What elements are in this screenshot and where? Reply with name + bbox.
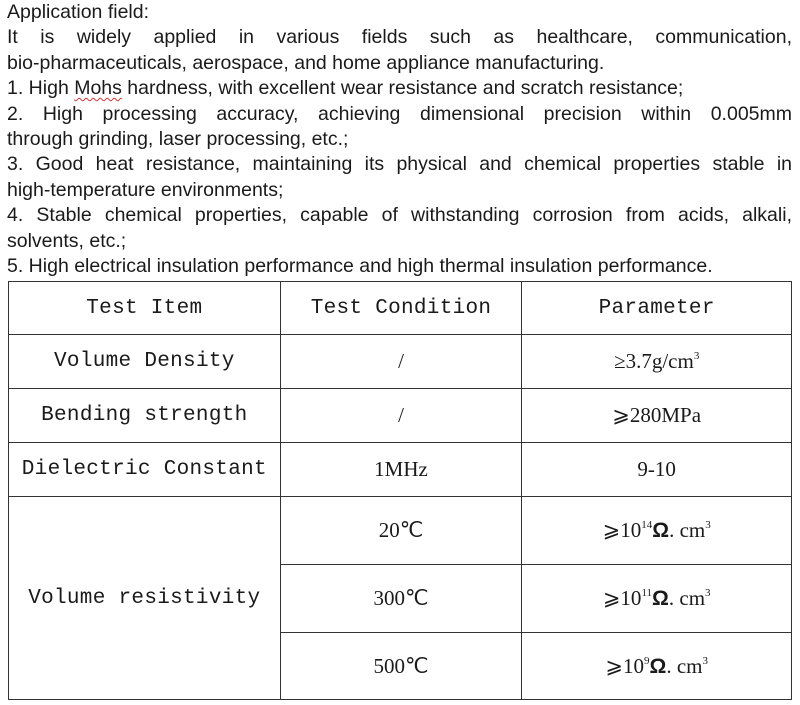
unit-suffix: . cm	[669, 518, 706, 542]
cell-condition: 20℃	[280, 497, 522, 565]
feature-4-line-1: 4. Stable chemical properties, capable of withstanding corrosion from acids, alkali,	[7, 204, 792, 227]
table-row	[9, 497, 792, 565]
resistivity-prefix: ⩾10	[605, 653, 644, 678]
feature-3-line-1: 3. Good heat resistance, maintaining its physical and chemical properties stable in	[7, 153, 792, 176]
omega-symbol: Ω	[649, 654, 667, 678]
cell-condition: /	[280, 335, 522, 389]
table-row	[9, 335, 792, 389]
intro-line-1: It is widely applied in various fields such as healthcare, communication,	[7, 26, 792, 49]
density-value: ≥3.7g/cm	[614, 349, 694, 373]
header-test-item: Test Item	[9, 282, 281, 335]
unit-suffix: . cm	[668, 586, 706, 610]
spellcheck-mark: Mohs	[74, 77, 122, 100]
cell-parameter	[522, 565, 792, 633]
exponent: 14	[641, 519, 653, 531]
superscript: 3	[693, 350, 700, 362]
header-test-condition: Test Condition	[280, 282, 522, 335]
cell-condition: 300℃	[280, 565, 522, 633]
feature-4-line-2: solvents, etc.;	[7, 229, 127, 252]
cell-bending-strength: Bending strength	[9, 389, 281, 443]
exponent: 9	[643, 654, 650, 667]
table-row	[9, 389, 792, 443]
exponent: 11	[641, 587, 653, 599]
cell-parameter	[522, 335, 792, 389]
cell-parameter: 9-10	[522, 443, 792, 497]
feature-1-pre: 1. High	[7, 77, 75, 100]
cell-condition: 1MHz	[280, 443, 522, 497]
table-header-row	[9, 282, 792, 335]
cell-parameter	[522, 633, 792, 700]
cell-condition: /	[280, 389, 522, 443]
cell-dielectric-constant: Dielectric Constant	[9, 443, 281, 497]
feature-2-line-2: through grinding, laser processing, etc.;	[7, 128, 349, 151]
cell-condition: 500℃	[280, 633, 522, 700]
cell-volume-resistivity: Volume resistivity	[9, 497, 281, 700]
unit-suffix: . cm	[666, 653, 703, 678]
cell-parameter	[522, 497, 792, 565]
resistivity-prefix: ⩾10	[602, 586, 642, 610]
superscript: 3	[705, 587, 711, 599]
application-text-block	[7, 0, 792, 279]
spec-table	[8, 281, 792, 700]
omega-symbol: Ω	[652, 587, 669, 610]
cell-volume-density: Volume Density	[9, 335, 281, 389]
superscript: 3	[705, 519, 711, 531]
intro-line-2: bio-pharmaceuticals, aerospace, and home appliance manufacturing.	[7, 51, 605, 74]
application-heading: Application field:	[7, 1, 150, 23]
feature-3-line-2: high-temperature environments;	[7, 178, 284, 201]
resistivity-prefix: ⩾10	[602, 518, 642, 542]
feature-5: 5. High electrical insulation performance and high thermal insulation performance.	[7, 255, 713, 278]
feature-1-post: hardness, with excellent wear resistance and scratch resistance;	[121, 77, 684, 100]
superscript: 3	[702, 654, 708, 667]
cell-parameter: ⩾280MPa	[522, 389, 792, 443]
omega-symbol: Ω	[652, 519, 670, 542]
feature-1	[7, 76, 792, 101]
feature-2-line-1: 2. High processing accuracy, achieving dimensional precision within 0.005mm	[7, 102, 792, 125]
table-row	[9, 443, 792, 497]
header-parameter: Parameter	[522, 282, 792, 335]
